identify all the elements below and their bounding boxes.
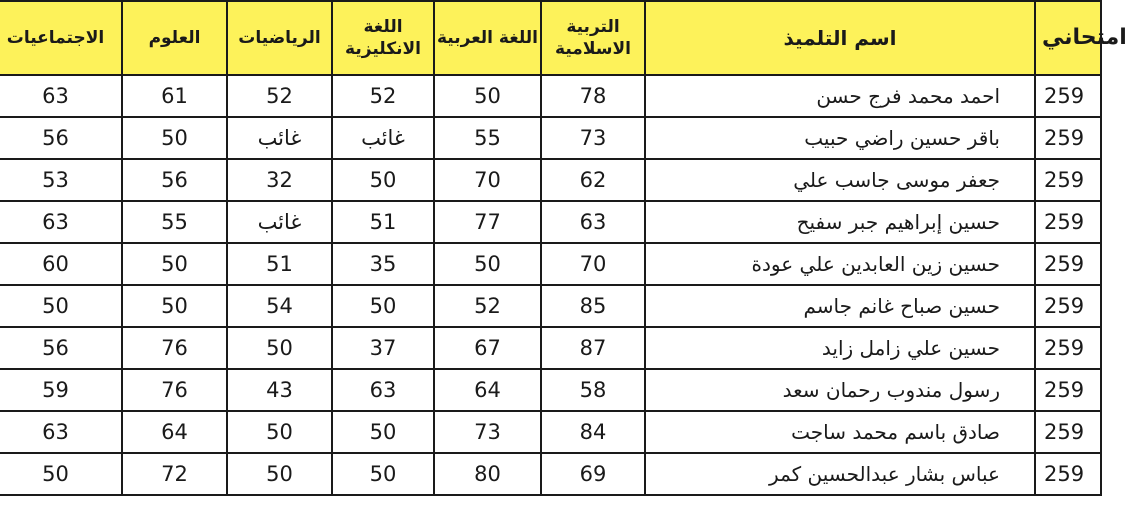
cell-arabic: 50 — [434, 243, 541, 285]
cell-science: 50 — [122, 285, 227, 327]
cell-arabic: 55 — [434, 117, 541, 159]
cell-english: 50 — [332, 411, 434, 453]
cell-exam-id: 259 — [1035, 285, 1101, 327]
cell-student-name: صادق باسم محمد ساجت — [645, 411, 1035, 453]
header-islamic — [541, 1, 645, 75]
cell-science: 55 — [122, 201, 227, 243]
cell-arabic: 64 — [434, 369, 541, 411]
cell-math: 50 — [227, 327, 332, 369]
cell-social: 56 — [0, 117, 122, 159]
header-english — [332, 1, 434, 75]
cell-arabic: 73 — [434, 411, 541, 453]
cell-science: 50 — [122, 117, 227, 159]
cell-arabic: 70 — [434, 159, 541, 201]
cell-math: 54 — [227, 285, 332, 327]
header-english-line1: اللغة — [363, 17, 403, 37]
cell-arabic: 77 — [434, 201, 541, 243]
table-row — [0, 327, 1101, 369]
cell-arabic: 50 — [434, 75, 541, 117]
table-row — [0, 411, 1101, 453]
header-math: الرياضيات — [227, 1, 332, 75]
cell-student-name: حسين زين العابدين علي عودة — [645, 243, 1035, 285]
cell-social: 53 — [0, 159, 122, 201]
header-arabic: اللغة العربية — [434, 1, 541, 75]
table-row — [0, 369, 1101, 411]
cell-science: 64 — [122, 411, 227, 453]
cell-islamic: 63 — [541, 201, 645, 243]
cell-exam-id: 259 — [1035, 327, 1101, 369]
header-islamic-line1: التربية — [566, 17, 620, 37]
cell-exam-id: 259 — [1035, 201, 1101, 243]
cell-arabic: 52 — [434, 285, 541, 327]
table-row — [0, 285, 1101, 327]
cell-exam-id: 259 — [1035, 117, 1101, 159]
cell-student-name: عباس بشار عبدالحسين كمر — [645, 453, 1035, 495]
cell-english: 52 — [332, 75, 434, 117]
cell-english: 51 — [332, 201, 434, 243]
cell-student-name: احمد محمد فرج حسن — [645, 75, 1035, 117]
cell-exam-id: 259 — [1035, 75, 1101, 117]
cell-social: 50 — [0, 453, 122, 495]
cell-math: 50 — [227, 453, 332, 495]
cell-islamic: 84 — [541, 411, 645, 453]
table-row — [0, 75, 1101, 117]
table-row — [0, 159, 1101, 201]
cell-math: 32 — [227, 159, 332, 201]
cell-english: غائب — [332, 117, 434, 159]
cell-math: غائب — [227, 201, 332, 243]
cell-social: 59 — [0, 369, 122, 411]
table-row — [0, 243, 1101, 285]
header-english-line2: الانكليزية — [345, 39, 421, 59]
cell-student-name: حسين علي زامل زايد — [645, 327, 1035, 369]
header-science: العلوم — [122, 1, 227, 75]
cell-student-name: جعفر موسى جاسب علي — [645, 159, 1035, 201]
cell-islamic: 87 — [541, 327, 645, 369]
cell-math: غائب — [227, 117, 332, 159]
header-exam-id: امتحاني — [1035, 1, 1101, 75]
header-row — [0, 1, 1101, 75]
cell-islamic: 62 — [541, 159, 645, 201]
cell-science: 61 — [122, 75, 227, 117]
cell-exam-id: 259 — [1035, 159, 1101, 201]
cell-social: 63 — [0, 201, 122, 243]
cell-math: 50 — [227, 411, 332, 453]
cell-arabic: 67 — [434, 327, 541, 369]
table-row — [0, 453, 1101, 495]
cell-social: 63 — [0, 411, 122, 453]
cell-english: 50 — [332, 285, 434, 327]
cell-english: 63 — [332, 369, 434, 411]
cell-science: 56 — [122, 159, 227, 201]
cell-social: 56 — [0, 327, 122, 369]
cell-exam-id: 259 — [1035, 453, 1101, 495]
cell-student-name: باقر حسين راضي حبيب — [645, 117, 1035, 159]
cell-social: 60 — [0, 243, 122, 285]
cell-islamic: 70 — [541, 243, 645, 285]
cell-social: 50 — [0, 285, 122, 327]
cell-math: 43 — [227, 369, 332, 411]
cell-english: 37 — [332, 327, 434, 369]
header-social: الاجتماعيات — [0, 1, 122, 75]
cell-science: 76 — [122, 327, 227, 369]
cell-math: 51 — [227, 243, 332, 285]
cell-arabic: 80 — [434, 453, 541, 495]
cell-science: 50 — [122, 243, 227, 285]
cell-islamic: 58 — [541, 369, 645, 411]
cell-exam-id: 259 — [1035, 411, 1101, 453]
cell-islamic: 69 — [541, 453, 645, 495]
cell-student-name: حسين إبراهيم جبر سفيح — [645, 201, 1035, 243]
cell-exam-id: 259 — [1035, 243, 1101, 285]
cell-english: 50 — [332, 159, 434, 201]
table-row — [0, 117, 1101, 159]
cell-english: 35 — [332, 243, 434, 285]
cell-student-name: حسين صباح غانم جاسم — [645, 285, 1035, 327]
cell-social: 63 — [0, 75, 122, 117]
cell-islamic: 85 — [541, 285, 645, 327]
cell-english: 50 — [332, 453, 434, 495]
cell-science: 72 — [122, 453, 227, 495]
table-row — [0, 201, 1101, 243]
cell-math: 52 — [227, 75, 332, 117]
cell-islamic: 73 — [541, 117, 645, 159]
cell-exam-id: 259 — [1035, 369, 1101, 411]
cell-islamic: 78 — [541, 75, 645, 117]
header-student-name: اسم التلميذ — [645, 1, 1035, 75]
cell-student-name: رسول مندوب رحمان سعد — [645, 369, 1035, 411]
grade-rows — [0, 75, 1101, 495]
cell-science: 76 — [122, 369, 227, 411]
header-islamic-line2: الاسلامية — [555, 39, 631, 59]
